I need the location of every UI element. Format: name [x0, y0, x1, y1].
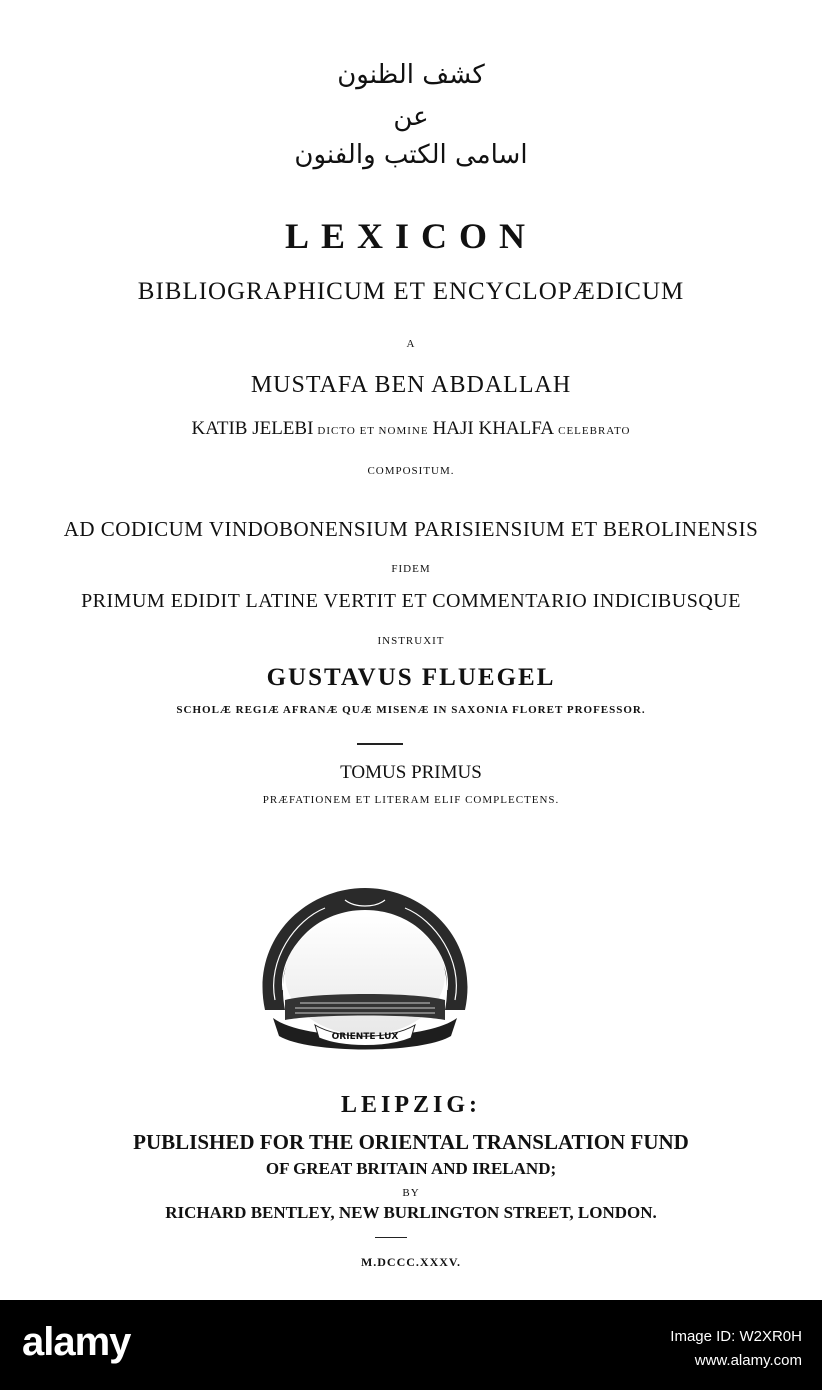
- alamy-logo: alamy: [22, 1320, 131, 1364]
- book-title: LEXICON: [284, 216, 538, 256]
- author-honorific: HAJI KHALFA: [432, 418, 555, 439]
- codices-line: AD CODICUM VINDOBONENSIUM PARISIENSIUM ET BEROLINENSIS: [63, 517, 759, 541]
- author-celebrato: CELEBRATO: [558, 425, 631, 437]
- connector-a: A: [406, 338, 416, 350]
- editor-affiliation: SCHOLÆ REGIÆ AFRANÆ QUÆ MISENÆ IN SAXONIA FLORET PROFESSOR.: [176, 704, 646, 716]
- arabic-title-line-1: كشف الظنون: [337, 60, 485, 90]
- volume-description: PRÆFATIONEM ET LITERAM ELIF COMPLECTENS.: [262, 794, 560, 806]
- author-name: MUSTAFA BEN ABDALLAH: [250, 372, 572, 398]
- imprint-rule: [375, 1237, 407, 1238]
- author-alias-connector: DICTO ET NOMINE: [317, 425, 429, 437]
- compositum: COMPOSITUM.: [367, 465, 455, 477]
- author-alias: KATIB JELEBI: [191, 418, 314, 439]
- emblem-banner: ORIENTE LUX: [331, 1032, 399, 1042]
- watermark-footer: [0, 1300, 822, 1390]
- arabic-title-line-2: عن: [393, 102, 429, 132]
- imprint-year: M.DCCC.XXXV.: [360, 1255, 462, 1269]
- oriental-translation-fund-emblem: [245, 880, 485, 1060]
- fidem: FIDEM: [391, 563, 431, 575]
- image-id: Image ID: W2XR0H: [670, 1328, 802, 1345]
- volume-title: TOMUS PRIMUS: [340, 762, 482, 783]
- editor-name: GUSTAVUS FLUEGEL: [266, 664, 556, 691]
- site-url: www.alamy.com: [694, 1352, 802, 1369]
- divider-rule: [357, 743, 403, 745]
- instruxit: INSTRUXIT: [377, 635, 445, 647]
- edition-line: PRIMUM EDIDIT LATINE VERTIT ET COMMENTARIO INDICIBUSQUE: [81, 590, 741, 612]
- imprint-published: PUBLISHED FOR THE ORIENTAL TRANSLATION FUND: [133, 1130, 689, 1154]
- imprint-publisher: RICHARD BENTLEY, NEW BURLINGTON STREET, LONDON.: [165, 1203, 657, 1222]
- imprint-published-2: OF GREAT BRITAIN AND IRELAND;: [265, 1159, 557, 1178]
- imprint-by: BY: [402, 1187, 420, 1199]
- imprint-city: LEIPZIG:: [340, 1092, 482, 1118]
- book-subtitle: BIBLIOGRAPHICUM ET ENCYCLOPÆDICUM: [137, 278, 685, 305]
- author-line: [0, 418, 822, 440]
- arabic-title-line-3: اسامى الكتب والفنون: [294, 140, 528, 170]
